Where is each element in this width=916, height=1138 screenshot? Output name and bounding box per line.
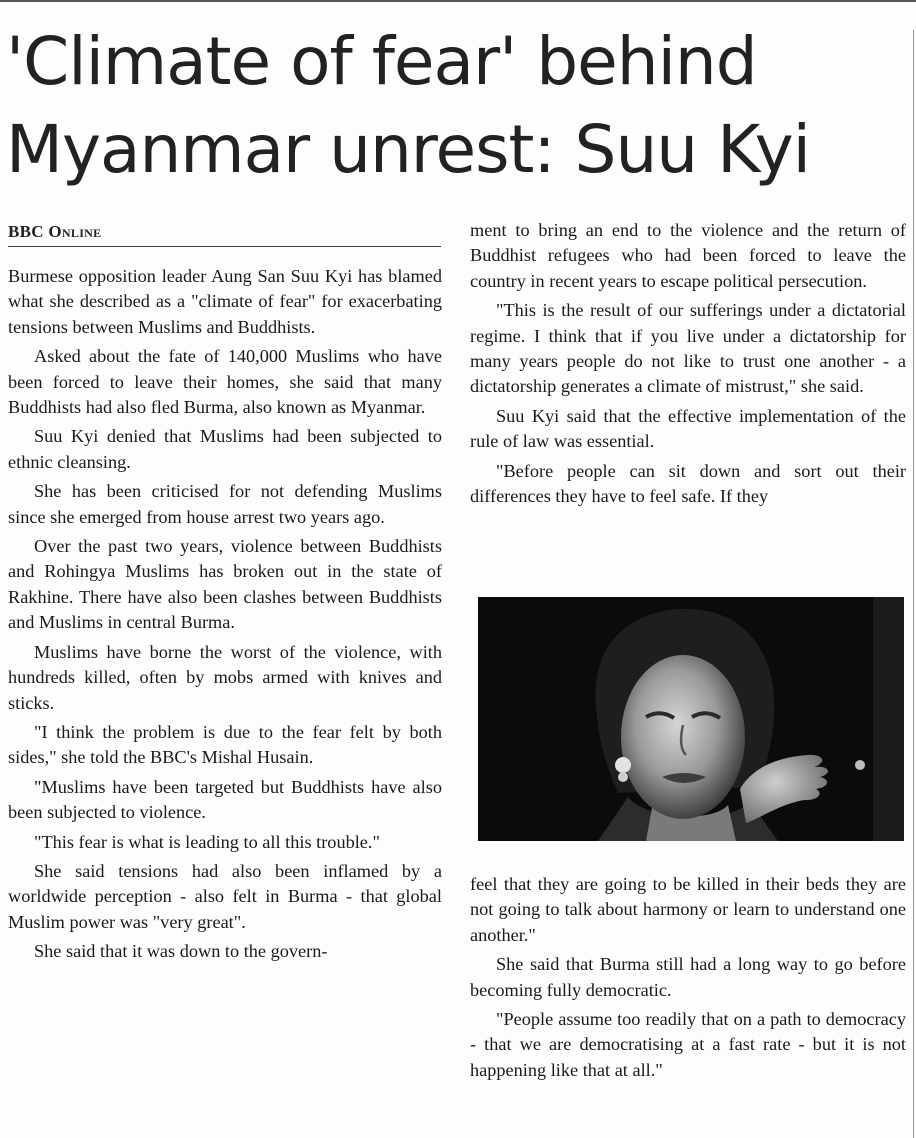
paragraph: She said tensions had also been inflamed by a worldwide perception - also felt in Burma - that global Muslim power was "very great". xyxy=(8,860,442,932)
paragraph: ment to bring an end to the violence and the return of Buddhist refugees who had been forced to leave the country in recent years to escape political persecution. xyxy=(470,220,906,291)
top-rule xyxy=(0,0,916,2)
paragraph: Burmese opposition leader Aung San Suu Kyi has blamed what she described as a "climate of fear" for exacerbating tensions between Muslims and Buddhists. xyxy=(8,266,442,337)
paragraph: "Muslims have been targeted but Buddhists have also been subjected to violence. xyxy=(8,776,442,823)
paragraph: feel that they are going to be killed in their beds they are not going to talk about harmony or learn to understand one another." xyxy=(470,874,906,945)
portrait-image xyxy=(478,597,904,841)
paragraph: Suu Kyi denied that Muslims had been subjected to ethnic cleansing. xyxy=(8,426,442,472)
headline-line-2: Myanmar unrest: Suu Kyi xyxy=(6,111,810,188)
byline-rule xyxy=(8,246,441,247)
article-column-left xyxy=(8,264,442,969)
article-column-right-top xyxy=(470,218,906,513)
byline-source: BBC Online xyxy=(8,222,102,241)
aung-san-suu-kyi-photo xyxy=(478,597,904,841)
byline xyxy=(8,222,440,242)
paragraph: Asked about the fate of 140,000 Muslims who have been forced to leave their homes, she said that many Buddhists had also fled Burma, also known as Myanmar. xyxy=(8,346,442,418)
paragraph: She said that Burma still had a long way to go before becoming fully democratic. xyxy=(470,954,906,1000)
paragraph: Suu Kyi said that the effective implementation of the rule of law was essential. xyxy=(470,405,906,452)
paragraph: She said that it was down to the govern- xyxy=(34,941,328,962)
paragraph: She has been criticised for not defending Muslims since she emerged from house arrest two years ago. xyxy=(8,481,442,527)
paragraph: "Before people can sit down and sort out their differences they have to feel safe. If they xyxy=(470,460,906,507)
headline xyxy=(6,18,906,194)
paragraph: "I think the problem is due to the fear felt by both sides," she told the BBC's Mishal Husain. xyxy=(8,721,442,768)
paragraph: "This fear is what is leading to all this trouble." xyxy=(34,831,380,852)
article-column-right-bottom xyxy=(470,872,906,1087)
headline-line-1: 'Climate of fear' behind xyxy=(6,23,757,100)
paragraph: Muslims have borne the worst of the violence, with hundreds killed, often by mobs armed with knives and sticks. xyxy=(8,641,442,713)
paragraph: Over the past two years, violence between Buddhists and Rohingya Muslims has broken out in the state of Rakhine. There have also been clashes between Buddhists and Muslims in central Burma. xyxy=(8,536,442,633)
paragraph: "People assume too readily that on a path to democracy - that we are democratising at a fast rate - but it is not happening like that at all." xyxy=(470,1009,906,1080)
column-edge-rule xyxy=(913,30,914,1138)
paragraph: "This is the result of our sufferings under a dictatorial regime. I think that if you live under a dictatorship for many years people do not like to trust one another - a dictatorship generates a climate of mistrust," she said. xyxy=(470,300,906,397)
